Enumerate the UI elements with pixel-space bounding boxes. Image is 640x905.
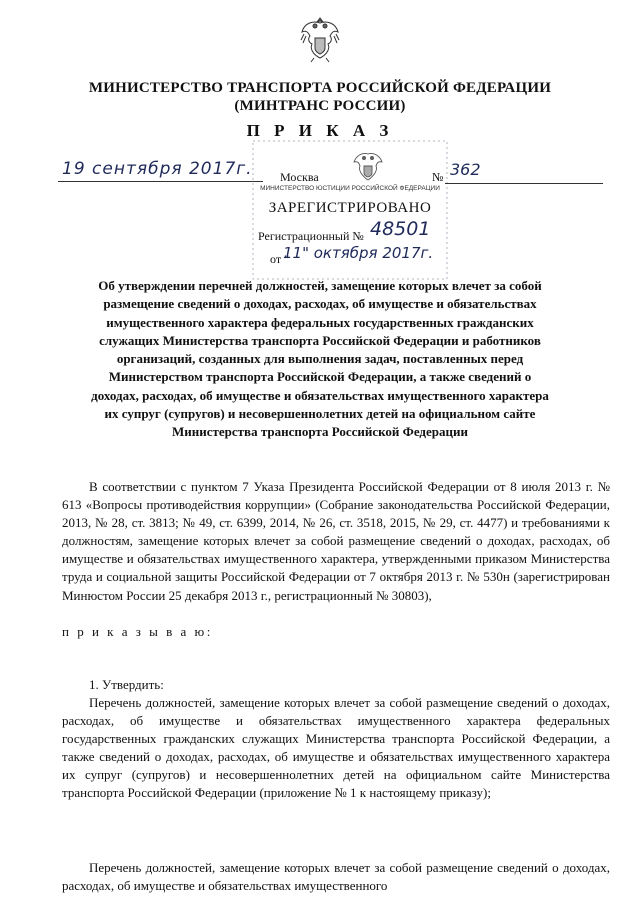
ministry-short-name: (МИНТРАНС РОССИИ) bbox=[234, 98, 406, 114]
handwritten-order-number: 362 bbox=[450, 160, 481, 179]
item-1-paragraph-1: Перечень должностей, замещение которых влечет за собой размещение сведений о доходах, расходах, об имуществе и обязательствах имущественного характера федеральных государственных гражданских служащих Министерства транспорта Российской Федерации, а также сведений о доходах, расходах, об имуществе и обязательствах имущественного характера их супруг (супругов) и несовершеннолетних детей на официальном сайте Министерства транспорта Российской Федерации (приложение № 1 к настоящему приказу); bbox=[62, 695, 610, 801]
city-label: Москва bbox=[280, 170, 319, 184]
preamble-paragraph: В соответствии с пунктом 7 Указа Президента Российской Федерации от 8 июля 2013 г. № 613 «Вопросы противодействия коррупции» (Собрание законодательства Российской Федерации, 2013, № 28, ст. 3813; № 49, ст. 6399, 2014, № 26, ст. 3518, 2015, № 29, ст. 4477) и требованиями к должностям, замещение которых влечет за собой размещение сведений о доходах, расходах, об имуществе и обязательствах имущественного характера, утвержденными приказом Министерства труда и социальной защиты Российской Федерации от 7 октября 2013 г. № 530н (зарегистрирован Минюстом России 25 декабря 2013 г., регистрационный № 30803), bbox=[62, 479, 610, 603]
title-line: организаций, созданных для выполнения задач, поставленных перед bbox=[116, 351, 524, 367]
item-1-paragraph-2: Перечень должностей, замещение которых влечет за собой размещение сведений о доходах, расходах, об имуществе и обязательствах имущественного bbox=[62, 860, 610, 894]
title-line: Министерства транспорта Российской Федерации bbox=[172, 424, 468, 440]
item-1-heading: 1. Утвердить: bbox=[89, 677, 164, 692]
title-line: их супруг (супругов) и несовершеннолетних детей на официальном сайте bbox=[104, 406, 536, 422]
date-underline bbox=[58, 181, 263, 182]
title-line: Об утверждении перечней должностей, замещение которых влечет за собой bbox=[98, 278, 542, 293]
stamp-emblem-icon bbox=[350, 150, 386, 184]
stamp-handwritten-date-year: 7г. bbox=[410, 244, 434, 262]
handwritten-date: 19 сентября 2017г. bbox=[62, 159, 253, 179]
order-number-label: № bbox=[432, 170, 444, 184]
title-line: доходах, расходах, об имуществе и обязательствах имущественного характера bbox=[91, 387, 549, 403]
ministry-name: МИНИСТЕРСТВО ТРАНСПОРТА РОССИЙСКОЙ ФЕДЕРАЦИИ bbox=[88, 80, 552, 96]
order-title bbox=[70, 277, 570, 442]
title-line: Министерством транспорта Российской Федерации, а также сведений о bbox=[108, 369, 532, 385]
document-type-heading: П Р И К А З bbox=[246, 121, 394, 140]
stamp-number-label: Регистрационный № bbox=[258, 229, 364, 243]
title-line: размещение сведений о доходах, расходах, об имуществе и обязательствах bbox=[103, 296, 537, 312]
stamp-handwritten-date-day: 11" октября 201 bbox=[283, 244, 411, 262]
coat-of-arms-icon bbox=[298, 14, 342, 64]
title-line: служащих Министерства транспорта Российской Федерации и работников bbox=[99, 332, 541, 348]
title-line: имущественного характера федеральных государственных гражданских bbox=[106, 314, 534, 330]
stamp-date-prefix: от " bbox=[270, 252, 289, 266]
number-underline bbox=[445, 183, 603, 184]
stamp-handwritten-number: 48501 bbox=[370, 218, 431, 240]
stamp-organization: МИНИСТЕРСТВО ЮСТИЦИИ РОССИЙСКОЙ ФЕДЕРАЦИИ bbox=[260, 185, 440, 192]
order-command: п р и к а з ы в а ю: bbox=[62, 624, 213, 639]
stamp-title: ЗАРЕГИСТРИРОВАНО bbox=[268, 200, 432, 216]
stamp-handwritten-date bbox=[283, 244, 433, 262]
